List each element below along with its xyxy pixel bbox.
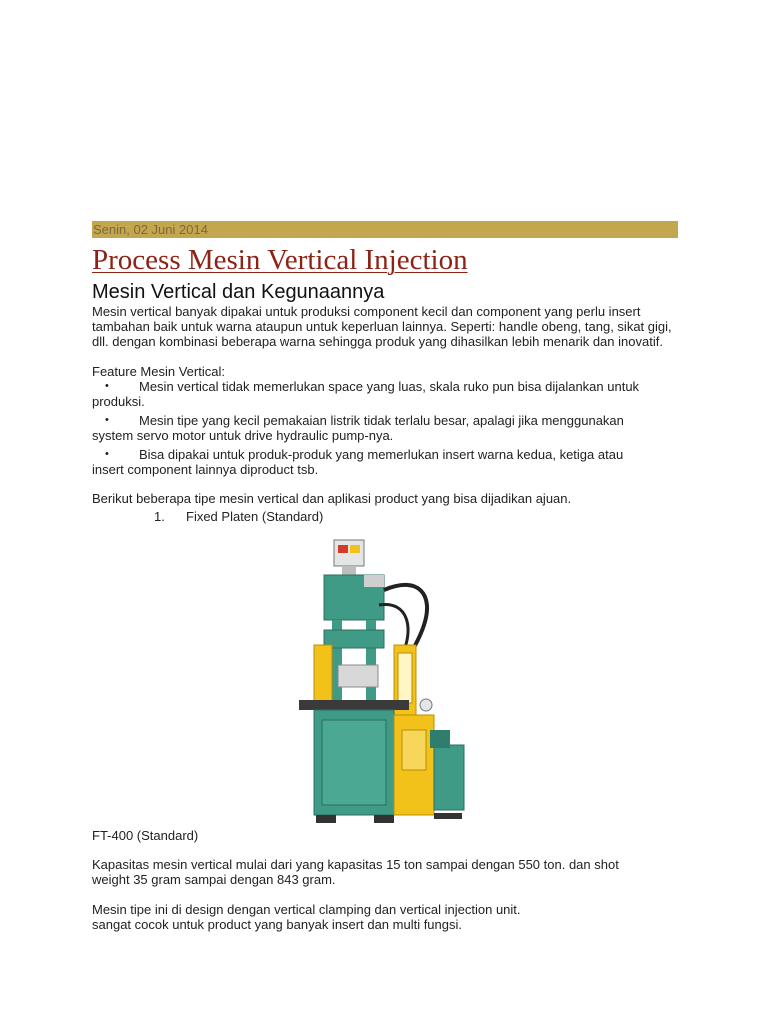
post-subtitle: Mesin Vertical dan Kegunaannya: [92, 281, 385, 303]
type-index: 1.: [154, 509, 165, 524]
feature-text: Bisa dipakai untuk produk-produk yang memerlukan insert warna kedua, ketiga atau: [139, 447, 624, 462]
design-line: Mesin tipe ini di design dengan vertical clamping dan vertical injection unit.: [92, 902, 521, 917]
feature-heading: Feature Mesin Vertical:: [92, 364, 225, 379]
design-line: sangat cocok untuk product yang banyak insert dan multi fungsi.: [92, 917, 462, 932]
feature-text-continued: produksi.: [92, 394, 145, 409]
post-title[interactable]: Process Mesin Vertical Injection: [92, 244, 468, 276]
feature-text-continued: insert component lainnya diproduct tsb.: [92, 462, 319, 477]
bullet-icon: •: [105, 414, 109, 426]
blog-post: [92, 221, 678, 932]
bullet-icon: •: [105, 380, 109, 392]
capacity-paragraph: Kapasitas mesin vertical mulai dari yang kapasitas 15 ton sampai dengan 550 ton. dan shot weight 35 gram sampai dengan 843 gram.: [92, 857, 619, 887]
work-table: [299, 700, 409, 710]
feature-text: Mesin vertical tidak memerlukan space yang luas, skala ruko pun bisa dijalankan untuk: [139, 379, 640, 394]
upper-platen: [324, 630, 384, 648]
feature-item: [92, 379, 678, 409]
hopper-label: [338, 545, 348, 553]
post-date: Senin, 02 Juni 2014: [93, 222, 208, 237]
design-paragraph: [92, 902, 652, 932]
feature-text-continued: system servo motor untuk drive hydraulic pump-nya.: [92, 428, 394, 443]
machine-image: [294, 535, 474, 831]
post-date-bar: [92, 221, 678, 238]
type-label: Fixed Platen (Standard): [186, 509, 324, 524]
bullet-icon: •: [105, 448, 109, 460]
feature-list: [92, 379, 678, 477]
feature-item: [92, 447, 678, 477]
type-list-item: [92, 509, 678, 524]
hydraulic-unit: [434, 745, 464, 810]
feature-item: [92, 413, 678, 443]
types-intro: Berikut beberapa tipe mesin vertical dan aplikasi product yang bisa dijadikan ajuan.: [92, 491, 572, 506]
model-caption: FT-400 (Standard): [92, 828, 199, 843]
intro-paragraph: Mesin vertical banyak dipakai untuk produksi component kecil dan component yang perlu insert tambahan baik untuk warna ataupun untuk keperluan lainnya. Seperti: handle obeng, tang, sikat gigi, dll. dengan kombinasi beberapa warna sehingga produk yang dihasilkan lebih menarik dan inovatif.: [92, 304, 672, 349]
feature-text: Mesin tipe yang kecil pemakaian listrik tidak terlalu besar, apalagi jika menggunakan: [139, 413, 624, 428]
mold: [338, 665, 378, 687]
safety-guard-left: [314, 645, 332, 705]
